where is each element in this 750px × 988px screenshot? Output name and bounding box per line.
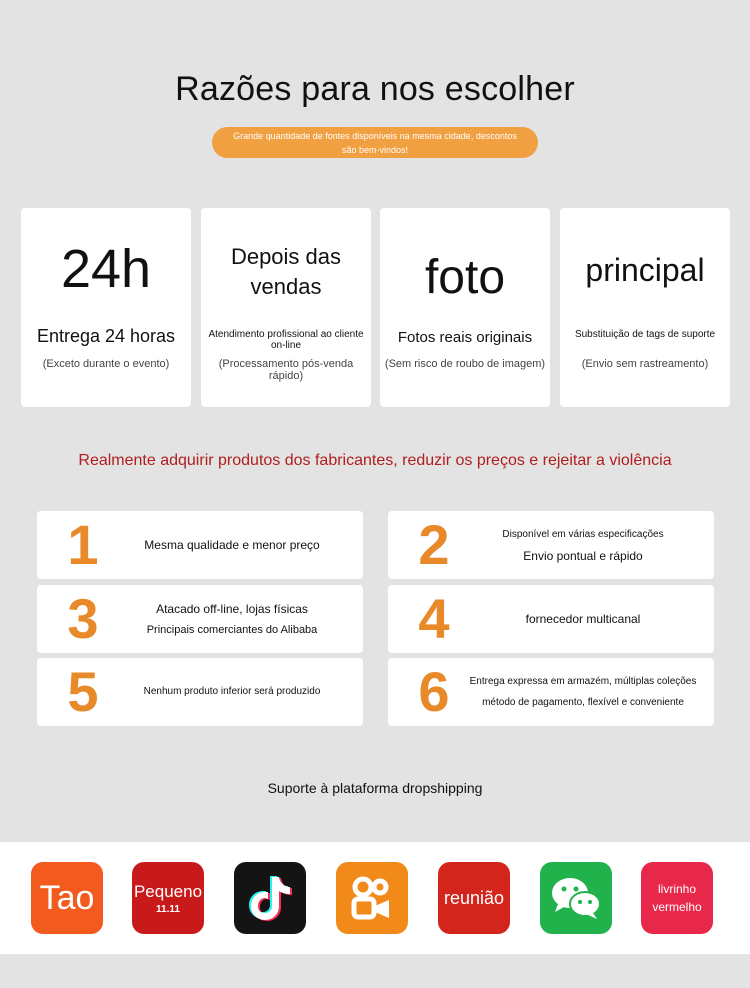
feature-number: 5 <box>67 660 99 723</box>
card-big-line: Depois das <box>230 244 342 269</box>
feature-line2: Principais comerciantes do Alibaba <box>146 624 318 636</box>
app-sublabel: 11.11 <box>156 903 180 915</box>
card-main <box>560 208 730 407</box>
feature-2 <box>388 511 714 579</box>
card-big-text <box>201 242 371 302</box>
card-big-line: vendas <box>250 274 322 299</box>
feature-line1: Entrega expressa em armazém, múltiplas coleções <box>469 676 697 687</box>
headline: Realmente adquirir produtos dos fabricantes, reduzir os preços e rejeitar a violência <box>78 452 672 469</box>
kuaishou-icon[interactable] <box>336 862 408 934</box>
card-after-sales <box>201 208 371 407</box>
card-big-text: principal <box>585 252 705 288</box>
card-subtitle: Atendimento profissional ao cliente on-line <box>208 329 364 351</box>
card-subtitle: Fotos reais originais <box>397 329 533 346</box>
reason-cards <box>21 208 731 408</box>
wechat-icon[interactable] <box>540 862 612 934</box>
tiktok-icon[interactable] <box>234 862 306 934</box>
feature-6 <box>388 658 714 726</box>
feature-1 <box>37 511 363 579</box>
card-big-text: 24h <box>60 239 152 299</box>
feature-line1: Disponível em várias especificações <box>502 529 664 540</box>
page-title: Razões para nos escolher <box>175 70 575 108</box>
app-label: reunião <box>443 888 505 908</box>
pinduoduo-icon[interactable] <box>438 862 510 934</box>
feature-line2: Envio pontual e rápido <box>523 549 643 563</box>
card-subtitle: Entrega 24 horas <box>36 326 176 346</box>
tmall-icon[interactable] <box>132 862 204 934</box>
feature-3 <box>37 585 363 653</box>
feature-number: 2 <box>418 513 450 576</box>
kuaishou-logo <box>347 873 397 923</box>
feature-line1: Atacado off-line, lojas físicas <box>156 602 308 616</box>
feature-number: 4 <box>418 587 450 650</box>
card-big-text: foto <box>424 251 506 304</box>
app-label: Tao <box>39 879 95 917</box>
card-note: (Envio sem rastreamento) <box>581 358 709 370</box>
feature-line2: método de pagamento, flexível e conveniente <box>482 697 684 708</box>
support-text: Suporte à plataforma dropshipping <box>267 780 483 796</box>
feature-4 <box>388 585 714 653</box>
tiktok-logo <box>248 873 292 923</box>
xiaohongshu-icon[interactable] <box>641 862 713 934</box>
feature-number: 6 <box>418 660 450 723</box>
wechat-logo <box>549 874 603 922</box>
app-label: livrinho <box>657 882 696 896</box>
feature-line1: Nenhum produto inferior será produzido <box>143 686 321 697</box>
taobao-icon[interactable] <box>31 862 103 934</box>
subtitle-pill: Grande quantidade de fontes disponíveis na mesma cidade, descontos são bem-vindos! <box>212 127 538 158</box>
feature-line1: Mesma qualidade e menor preço <box>144 538 320 552</box>
platform-strip <box>0 842 750 954</box>
card-note: (Exceto durante o evento) <box>42 358 170 370</box>
feature-number: 1 <box>67 513 99 576</box>
card-note: (Processamento pós-venda rápido) <box>218 358 354 382</box>
app-label: vermelho <box>652 900 702 914</box>
card-subtitle: Substituição de tags de suporte <box>574 329 716 340</box>
card-note: (Sem risco de roubo de imagem) <box>384 358 546 370</box>
card-photo <box>380 208 550 407</box>
feature-number: 3 <box>67 587 99 650</box>
feature-line1: fornecedor multicanal <box>525 612 641 626</box>
feature-5 <box>37 658 363 726</box>
app-label: Pequeno <box>133 881 203 901</box>
card-24h <box>21 208 191 407</box>
